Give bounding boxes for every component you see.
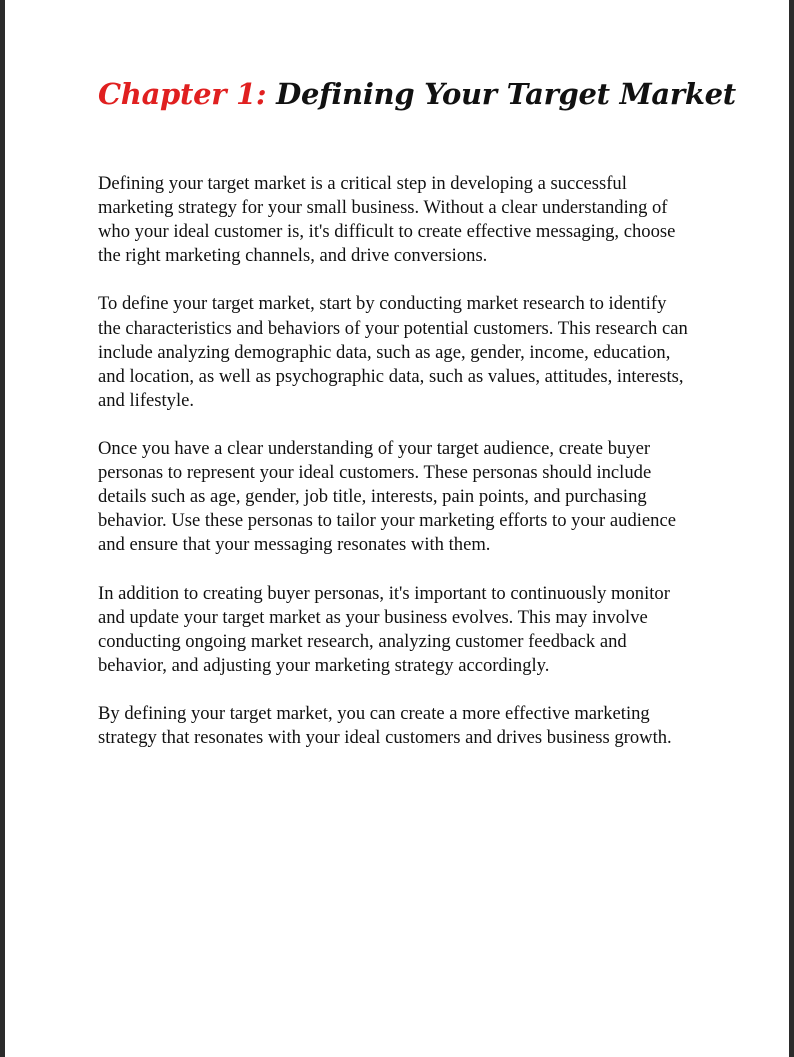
chapter-heading: Defining Your Target Market (276, 77, 736, 111)
chapter-title (98, 72, 738, 116)
paragraph: By defining your target market, you can create a more effective marketing strategy that resonates with your ideal customers and drives business growth. (98, 703, 672, 749)
chapter-number: Chapter 1: (98, 77, 267, 111)
paragraph: Defining your target market is a critical step in developing a successful marketing strategy for your small business. Without a clear understanding of who your ideal customer is, it's difficult to create effective messaging, choose the right marketing channels, and drive conversions. (98, 173, 676, 267)
paragraph: Once you have a clear understanding of your target audience, create buyer personas to represent your ideal customers. These personas should include details such as age, gender, job title, interests, pain points, and purchasing behavior. Use these personas to tailor your marketing efforts to your audience and ensure that your messaging resonates with them. (98, 438, 676, 556)
chapter-body (98, 172, 688, 774)
paragraph: To define your target market, start by conducting market research to identify the characteristics and behaviors of your potential customers. This research can include analyzing demographic data, such as age, gender, income, education, and location, as well as psychographic data, such as values, attitudes, interests, and lifestyle. (98, 293, 688, 411)
document-page (5, 0, 789, 1057)
paragraph: In addition to creating buyer personas, it's important to continuously monitor and update your target market as your business evolves. This may involve conducting ongoing market research, analyzing customer feedback and behavior, and adjusting your marketing strategy accordingly. (98, 582, 670, 676)
